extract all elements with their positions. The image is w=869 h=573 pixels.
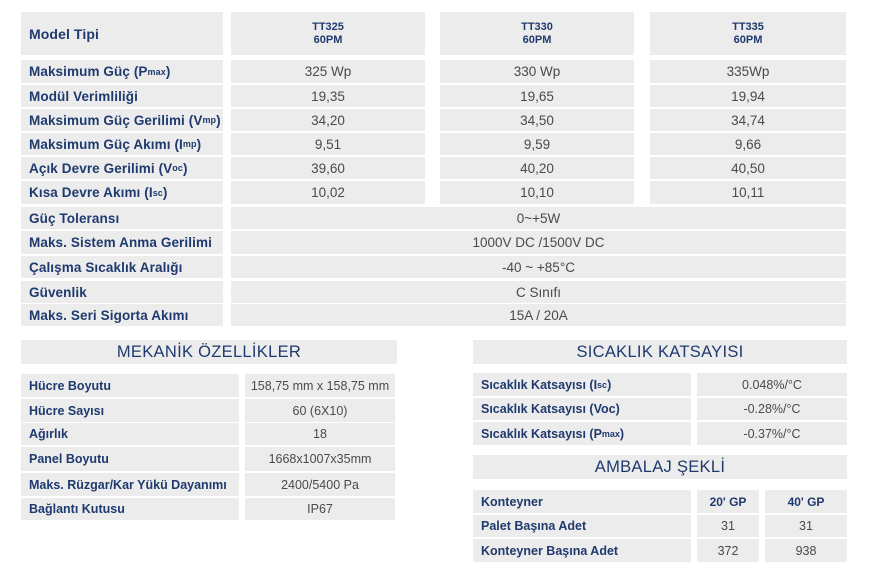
packaging-value: 938 — [765, 539, 847, 562]
mech-value: 1668x1007x35mm — [245, 447, 395, 471]
label-text: Maksimum Güç (P — [29, 64, 148, 79]
mech-row-label: Bağlantı Kutusu — [21, 498, 239, 520]
spec-row-label — [21, 133, 223, 155]
packaging-column-20gp: 20' GP — [697, 490, 759, 513]
spec-value: 10,11 — [650, 181, 846, 204]
spec-row-label: Maks. Seri Sigorta Akımı — [21, 304, 223, 326]
label-tail: ) — [196, 136, 202, 152]
label-subscript: max — [147, 66, 166, 77]
mech-value: 18 — [245, 423, 395, 445]
spec-value: 19,94 — [650, 85, 846, 107]
mech-row-label: Panel Boyutu — [21, 447, 239, 471]
spec-value: 34,50 — [440, 109, 634, 131]
model-name: TT335 — [732, 20, 764, 33]
label-text: Sıcaklık Katsayısı (Voc) — [481, 402, 620, 416]
spec-row-label: Maks. Sistem Anma Gerilimi — [21, 231, 223, 254]
label-tail: ) — [619, 426, 625, 441]
spec-row-label — [21, 109, 223, 131]
label-text: Modül Verimliliği — [29, 88, 138, 104]
temp-value: 0.048%/°C — [697, 373, 847, 396]
label-subscript: sc — [597, 379, 608, 390]
spec-value: 40,20 — [440, 157, 634, 179]
packaging-value: 31 — [697, 515, 759, 537]
label-text: Açık Devre Gerilimi (V — [29, 160, 173, 176]
spec-value: 40,50 — [650, 157, 846, 179]
model-name: TT325 — [312, 20, 344, 33]
model-variant: 60PM — [733, 33, 763, 46]
mechanical-title: MEKANİK ÖZELLİKLER — [21, 340, 397, 364]
temp-row-label — [473, 398, 691, 420]
model-variant: 60PM — [313, 33, 343, 46]
mech-row-label: Hücre Sayısı — [21, 399, 239, 422]
label-subscript: mp — [182, 139, 197, 149]
spec-row-label: Güç Toleransı — [21, 207, 223, 229]
label-tail: ) — [182, 160, 188, 176]
spec-row-label — [21, 60, 223, 83]
label-text: Maksimum Güç Akımı (I — [29, 136, 183, 152]
mech-value: 158,75 mm x 158,75 mm — [245, 374, 395, 397]
spec-row-label: Güvenlik — [21, 281, 223, 303]
spec-value: 10,10 — [440, 181, 634, 204]
spec-value: 10,02 — [231, 181, 425, 204]
temp-row-label — [473, 422, 691, 445]
spec-value: 34,74 — [650, 109, 846, 131]
label-subscript: sc — [152, 187, 163, 198]
spec-value: 19,35 — [231, 85, 425, 107]
label-subscript: max — [601, 428, 620, 439]
label-text: Maksimum Güç Gerilimi (V — [29, 112, 203, 128]
model-name: TT330 — [521, 20, 553, 33]
spec-value: 335Wp — [650, 60, 846, 83]
spec-row-label — [21, 181, 223, 204]
spec-value: 325 Wp — [231, 60, 425, 83]
label-tail: ) — [216, 112, 221, 128]
mech-row-label: Ağırlık — [21, 423, 239, 445]
label-text: Sıcaklık Katsayısı (I — [481, 377, 598, 392]
packaging-row-label: Konteyner Başına Adet — [473, 539, 691, 562]
packaging-value: 31 — [765, 515, 847, 537]
packaging-header-label: Konteyner — [473, 490, 691, 513]
mech-value: IP67 — [245, 498, 395, 520]
temp-row-label — [473, 373, 691, 396]
spec-row-label — [21, 85, 223, 107]
label-text: Sıcaklık Katsayısı (P — [481, 426, 602, 441]
label-subscript: oc — [172, 163, 183, 173]
spec-row-label — [21, 157, 223, 179]
temp-value: -0.37%/°C — [697, 422, 847, 445]
spec-merged-value: 15A / 20A — [231, 304, 846, 326]
packaging-row-label: Palet Başına Adet — [473, 515, 691, 537]
temp-value: -0.28%/°C — [697, 398, 847, 420]
packaging-column-40gp: 40' GP — [765, 490, 847, 513]
packaging-value: 372 — [697, 539, 759, 562]
model-type-header: Model Tipi — [21, 12, 223, 55]
label-tail: ) — [165, 64, 171, 79]
mech-row-label: Hücre Boyutu — [21, 374, 239, 397]
spec-merged-value: C Sınıfı — [231, 281, 846, 303]
temperature-title: SICAKLIK KATSAYISI — [473, 340, 847, 364]
mech-value: 2400/5400 Pa — [245, 473, 395, 496]
spec-value: 330 Wp — [440, 60, 634, 83]
spec-row-label: Çalışma Sıcaklık Aralığı — [21, 256, 223, 278]
spec-value: 9,59 — [440, 133, 634, 155]
model-variant: 60PM — [522, 33, 552, 46]
spec-value: 34,20 — [231, 109, 425, 131]
label-tail: ) — [162, 185, 168, 200]
label-text: Kısa Devre Akımı (I — [29, 185, 153, 200]
spec-merged-value: 0~+5W — [231, 207, 846, 229]
spec-value: 19,65 — [440, 85, 634, 107]
spec-value: 9,51 — [231, 133, 425, 155]
spec-value: 39,60 — [231, 157, 425, 179]
label-tail: ) — [607, 377, 612, 392]
model-header-2 — [440, 12, 634, 55]
spec-value: 9,66 — [650, 133, 846, 155]
model-header-3 — [650, 12, 846, 55]
spec-merged-value: 1000V DC /1500V DC — [231, 231, 846, 254]
spec-merged-value: -40 ~ +85°C — [231, 256, 846, 278]
mech-row-label: Maks. Rüzgar/Kar Yükü Dayanımı — [21, 473, 239, 496]
mech-value: 60 (6X10) — [245, 399, 395, 422]
label-subscript: mp — [202, 115, 217, 125]
model-header-1 — [231, 12, 425, 55]
packaging-title: AMBALAJ ŞEKLİ — [473, 455, 847, 479]
